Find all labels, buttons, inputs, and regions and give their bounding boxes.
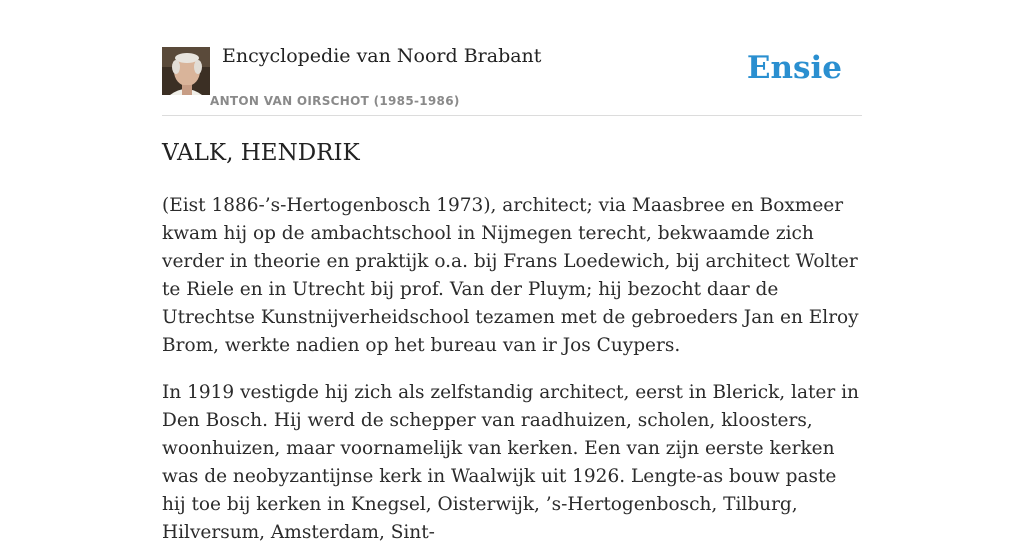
entry-paragraph: In 1919 vestigde hij zich als zelfstandig architect, eerst in Blerick, later in Den Bosch. Hij werd de schepper van raadhuizen, scholen, kloosters, woonhuizen, maar voornamelijk van kerken. Een van zijn eerste kerken was de neobyzantijnse kerk in Waalwijk uit 1926. Lengte-as bouw paste hij toe bij kerken in Knegsel, Oisterwijk, ’s-Hertogenbosch, Tilburg, Hilversum, Amsterdam, Sint- xyxy=(162,382,859,543)
encyclopedia-title-link[interactable]: Encyclopedie van Noord Brabant xyxy=(222,45,542,67)
author-credit: ANTON VAN OIRSCHOT (1985-1986) xyxy=(210,94,460,108)
article-container xyxy=(162,0,862,543)
author-portrait-icon xyxy=(162,47,210,95)
author-avatar[interactable] xyxy=(162,47,210,95)
entry-title: VALK, HENDRIK xyxy=(162,140,360,166)
header xyxy=(162,0,862,116)
entry-paragraph: (Eist 1886-’s-Hertogenbosch 1973), architect; via Maasbree en Boxmeer kwam hij op de ambachtschool in Nijmegen terecht, bekwaamde zich verder in theorie en praktijk o.a. bij Frans Loedewich, bij architect Wolter te Riele en in Utrecht bij prof. Van der Pluym; hij bezocht daar de Utrechtse Kunstnijverheidschool tezamen met de gebroeders Jan en Elroy Brom, werkte nadien op het bureau van ir Jos Cuypers. xyxy=(162,195,859,356)
ensie-logo-link[interactable]: Ensie xyxy=(746,50,842,86)
